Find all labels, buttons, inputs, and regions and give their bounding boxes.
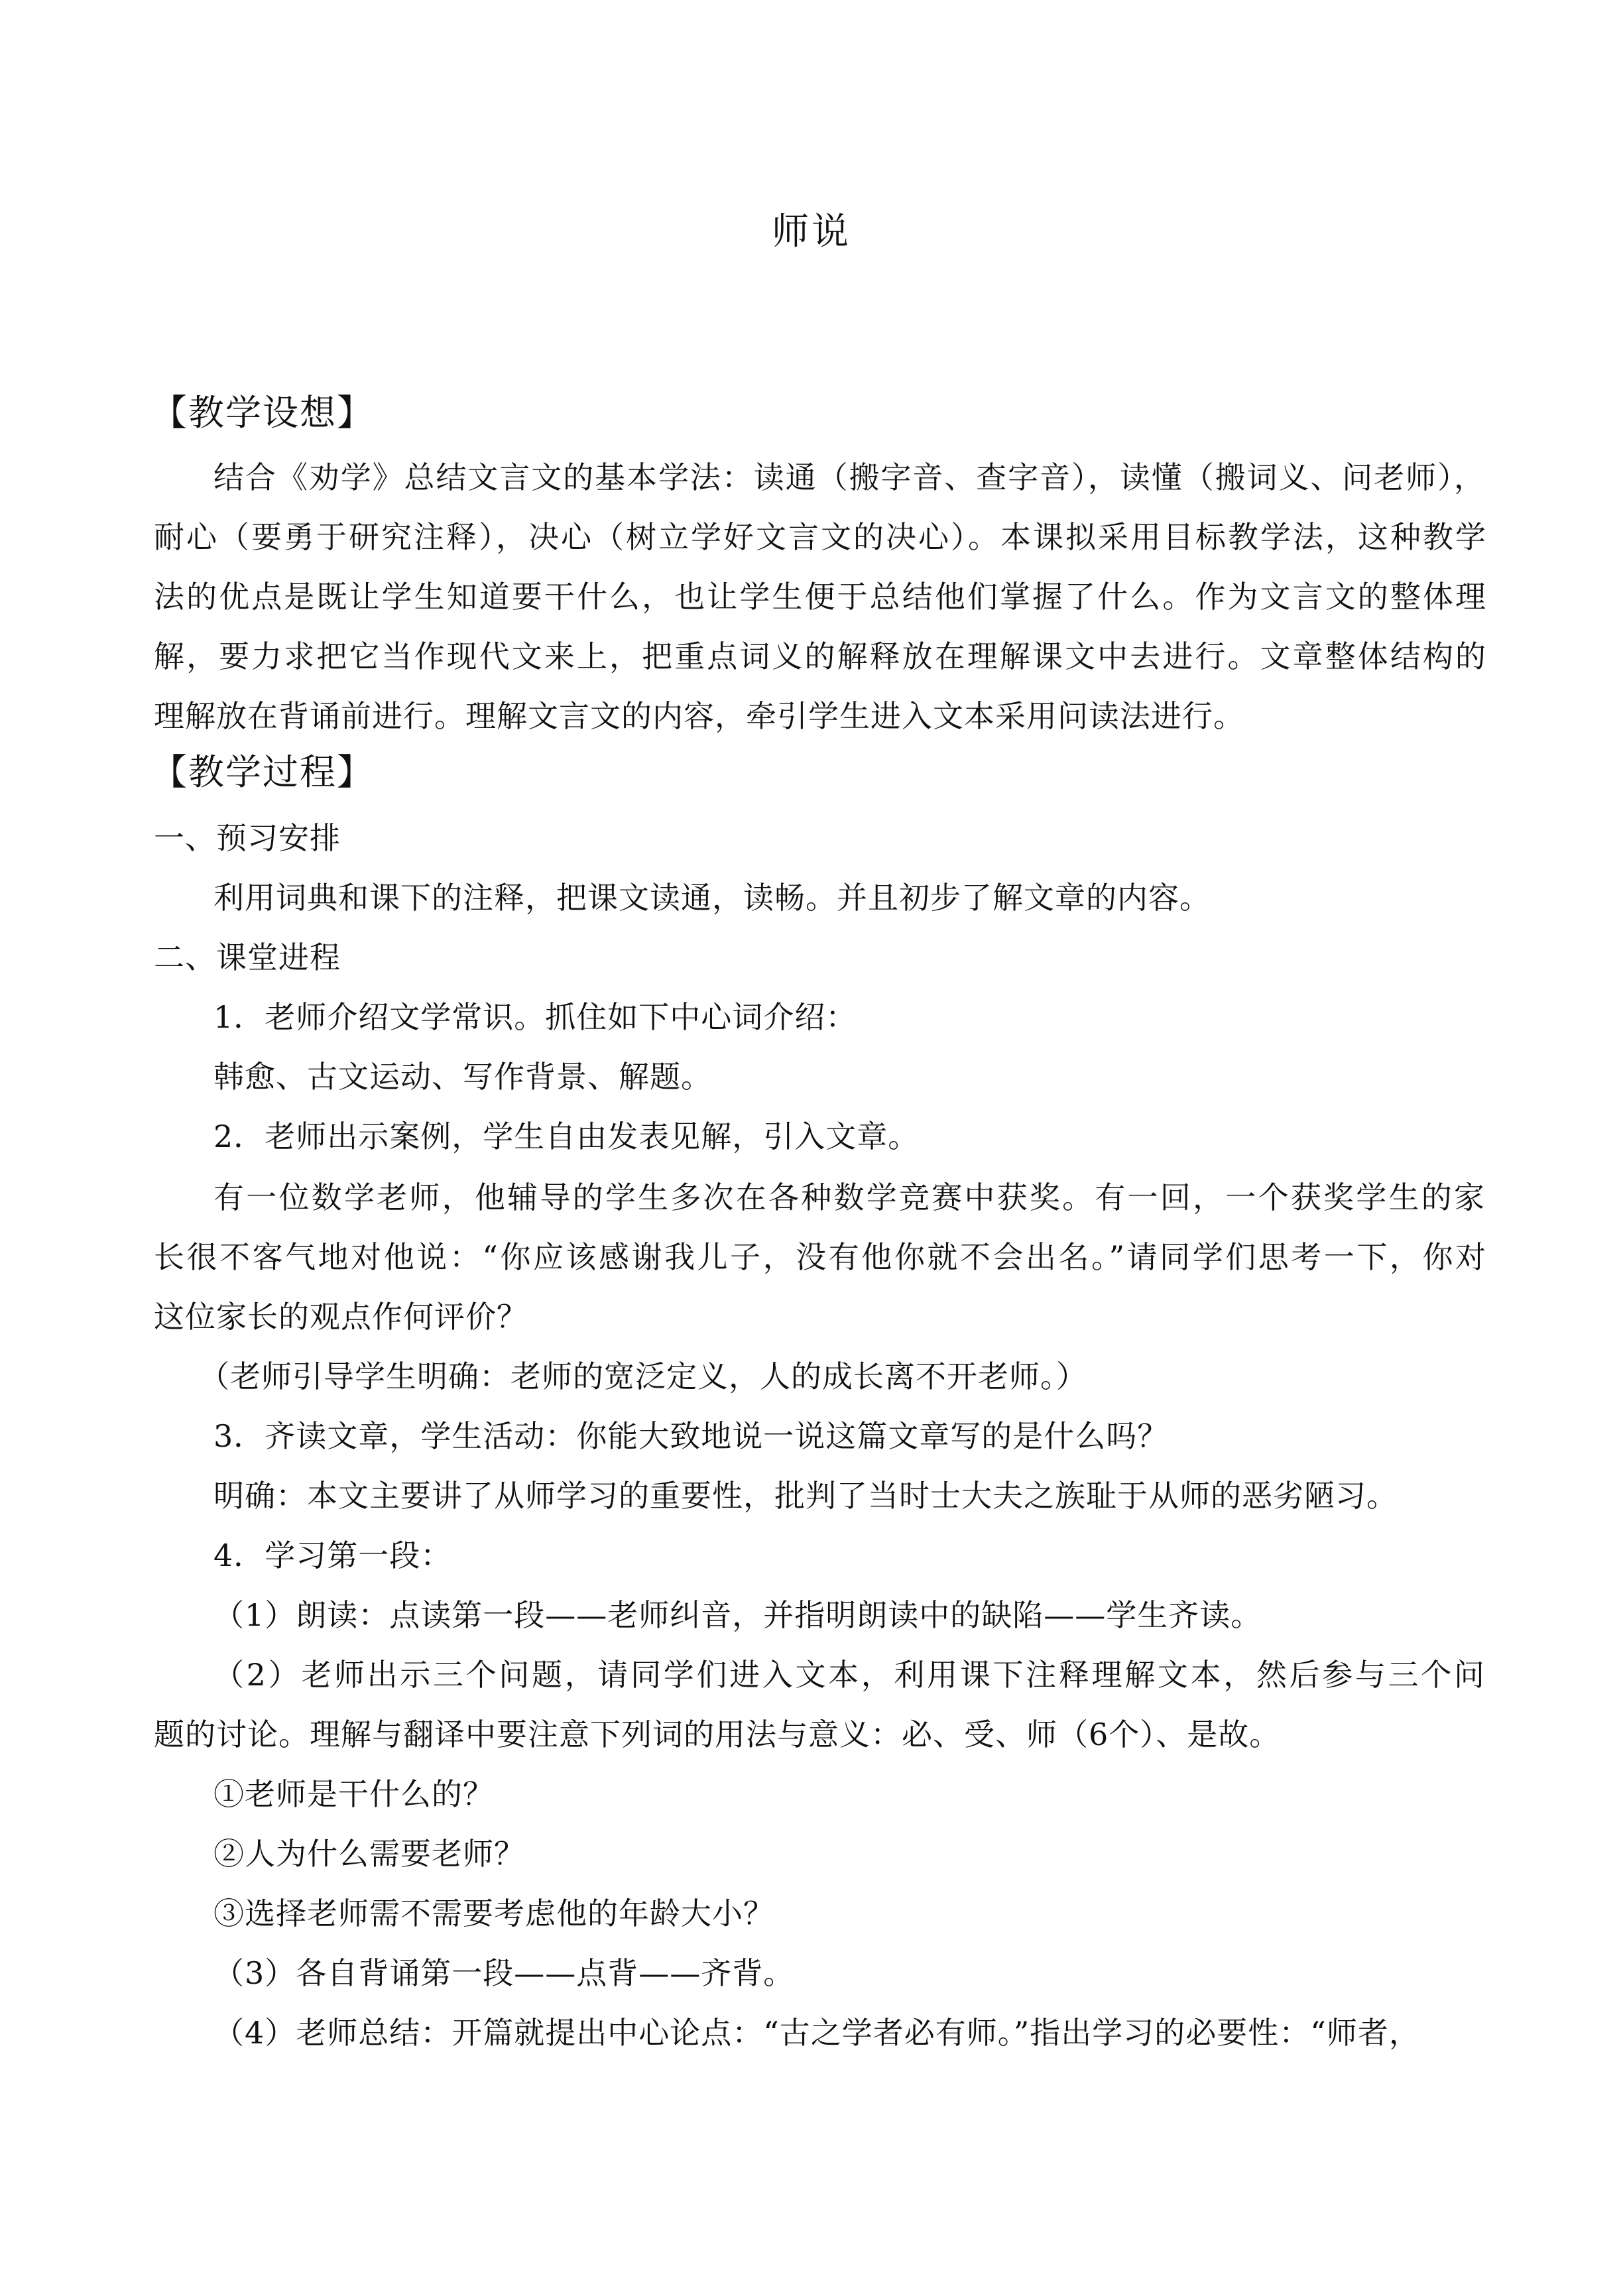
paragraph-line: 解，要力求把它当作现代文来上，把重点词义的解释放在理解课文中去进行。文章整体结构的 (154, 638, 1486, 674)
subsection-heading: 二、课堂进程 (154, 939, 341, 975)
paragraph-line: 有一位数学老师，他辅导的学生多次在各种数学竞赛中获奖。有一回，一个获奖学生的家 (213, 1179, 1485, 1215)
subsection-heading: 一、预习安排 (154, 820, 341, 856)
paragraph-line: 法的优点是既让学生知道要干什么，也让学生便于总结他们掌握了什么。作为文言文的整体理 (154, 579, 1486, 615)
paragraph-line: 题的讨论。理解与翻译中要注意下列词的用法与意义：必、受、师（6个）、是故。 (154, 1717, 1281, 1752)
list-item: （3）各自背诵第一段——点背——齐背。 (213, 1955, 795, 1991)
list-item: ①老师是干什么的？ (213, 1776, 494, 1812)
paragraph-line: 结合《劝学》总结文言文的基本学法：读通（搬字音、查字音），读懂（搬词义、问老师）， (213, 459, 1485, 495)
list-item: ③选择老师需不需要考虑他的年龄大小？ (213, 1896, 774, 1931)
list-item: （1）朗读：点读第一段——老师纠音，并指明朗读中的缺陷——学生齐读。 (213, 1597, 1262, 1633)
paragraph-line: 长很不客气地对他说：“你应该感谢我儿子，没有他你就不会出名。”请同学们思考一下，你对 (154, 1239, 1486, 1275)
paragraph-line: 韩愈、古文运动、写作背景、解题。 (213, 1059, 712, 1095)
list-item: ②人为什么需要老师？ (213, 1836, 525, 1872)
page-title: 师说 (772, 210, 851, 253)
section-heading-process: 【教学过程】 (151, 751, 374, 793)
section-heading-design: 【教学设想】 (151, 392, 374, 434)
paragraph-line: 利用词典和课下的注释，把课文读通，读畅。并且初步了解文章的内容。 (213, 880, 1211, 916)
list-item: 2．老师出示案例，学生自由发表见解，引入文章。 (213, 1118, 920, 1154)
paragraph-line: 这位家长的观点作何评价？ (154, 1299, 528, 1335)
list-item: 4．学习第一段： (213, 1538, 452, 1573)
paragraph-line: （老师引导学生明确：老师的宽泛定义，人的成长离不开老师。） (199, 1359, 1087, 1394)
list-item: 1．老师介绍文学常识。抓住如下中心词介绍： (213, 999, 857, 1035)
list-item: （2）老师出示三个问题，请同学们进入文本，利用课下注释理解文本，然后参与三个问 (213, 1657, 1485, 1693)
list-item: 3．齐读文章，学生活动：你能大致地说一说这篇文章写的是什么吗？ (213, 1418, 1169, 1454)
paragraph-line: 理解放在背诵前进行。理解文言文的内容，牵引学生进入文本采用问读法进行。 (154, 698, 1244, 734)
list-item: （4）老师总结：开篇就提出中心论点：“古之学者必有师。”指出学习的必要性：“师者， (213, 2015, 1420, 2051)
paragraph-line: 耐心（要勇于研究注释），决心（树立学好文言文的决心）。本课拟采用目标教学法，这种教学 (154, 519, 1486, 555)
paragraph-line: 明确：本文主要讲了从师学习的重要性，批判了当时士大夫之族耻于从师的恶劣陋习。 (213, 1478, 1398, 1514)
